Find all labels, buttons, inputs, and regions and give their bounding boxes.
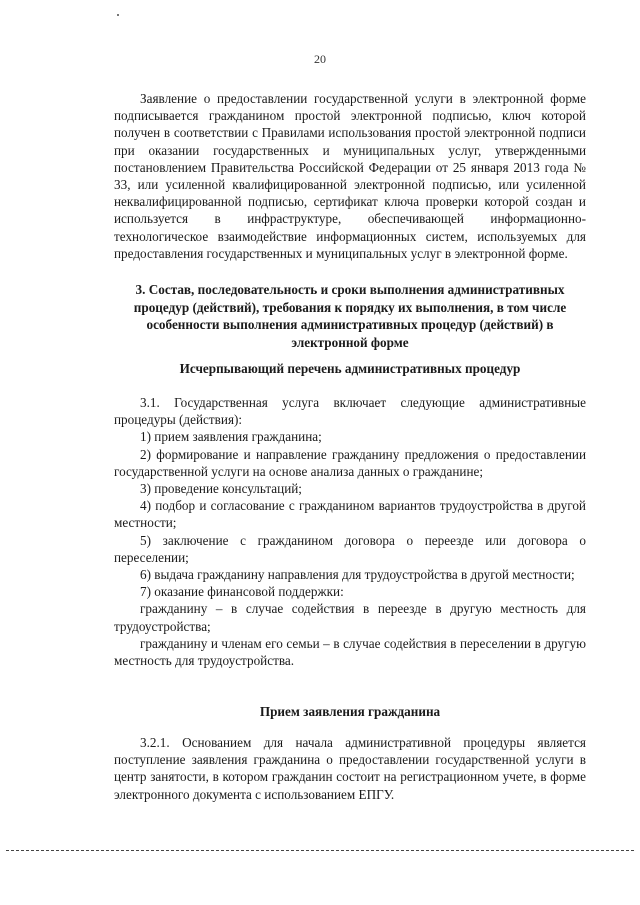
list-item: гражданину и членам его семьи – в случае содействия в переселении в другую местность для трудоустройства. [114,635,586,669]
list-item: гражданину – в случае содействия в переезде в другую местность для трудоустройства; [114,601,586,634]
procedures-block [114,394,586,669]
paragraph-3-2-1: 3.2.1. Основанием для начала административной процедуры является поступление заявления гражданина о предоставлении государственной услуги в центр занятости, в котором гражданин состоит на регистрационном учете, в форме электронного документа с использованием ЕПГУ. [114,735,586,802]
page-number: 20 [314,52,326,66]
list-item: 5) заключение с гражданином договора о переезде или договора о переселении; [114,532,586,565]
list-item: 2) формирование и направление гражданину предложения о предоставлении государственной услуги на основе анализа данных о гражданине; [114,446,586,479]
page-bottom-rule [6,850,634,851]
section-heading: 3. Состав, последовательность и сроки выполнения административных процедур (действий), требования к порядку их выполнения, в том числе особенности выполнения административных процедур (действий) в электронной форме [133,282,567,350]
list-item: 4) подбор и согласование с гражданином вариантов трудоустройства в другой местности; [114,498,586,531]
subheading-application-intake: Прием заявления гражданина [259,704,441,719]
intake-block [114,734,586,803]
list-item: 6) выдача гражданину направления для трудоустройства в другой местности; [140,567,575,583]
list-item: 7) оказание финансовой поддержки: [140,584,344,600]
scan-speck [117,14,119,16]
list-item: 1) прием заявления гражданина; [140,429,322,445]
intro-paragraph: Заявление о предоставлении государственной услуги в электронной форме подписывается гражданином простой электронной подписью, ключ которой получен в соответствии с Правилами использования простой электронной подписи при оказании государственных и муниципальных услуг, утвержденными постановлением Правительства Российской Федерации от 25 января 2013 года № 33, или усиленной квалифицированной электронной подписью, или усиленной неквалифицированной подписью, сертификат ключа проверки которой создан и используется в инфраструктуре, обеспечивающей информационно-технологическое взаимодействие информационных систем, используемых для предоставления государственных и муниципальных услуг в электронной форме. [114,91,586,261]
paragraph-3-1: 3.1. Государственная услуга включает следующие административные процедуры (действия): [114,395,586,428]
subheading-procedures-list: Исчерпывающий перечень административных процедур [179,361,521,376]
list-item: 3) проведение консультаций; [140,481,302,497]
intro-block [114,90,586,262]
